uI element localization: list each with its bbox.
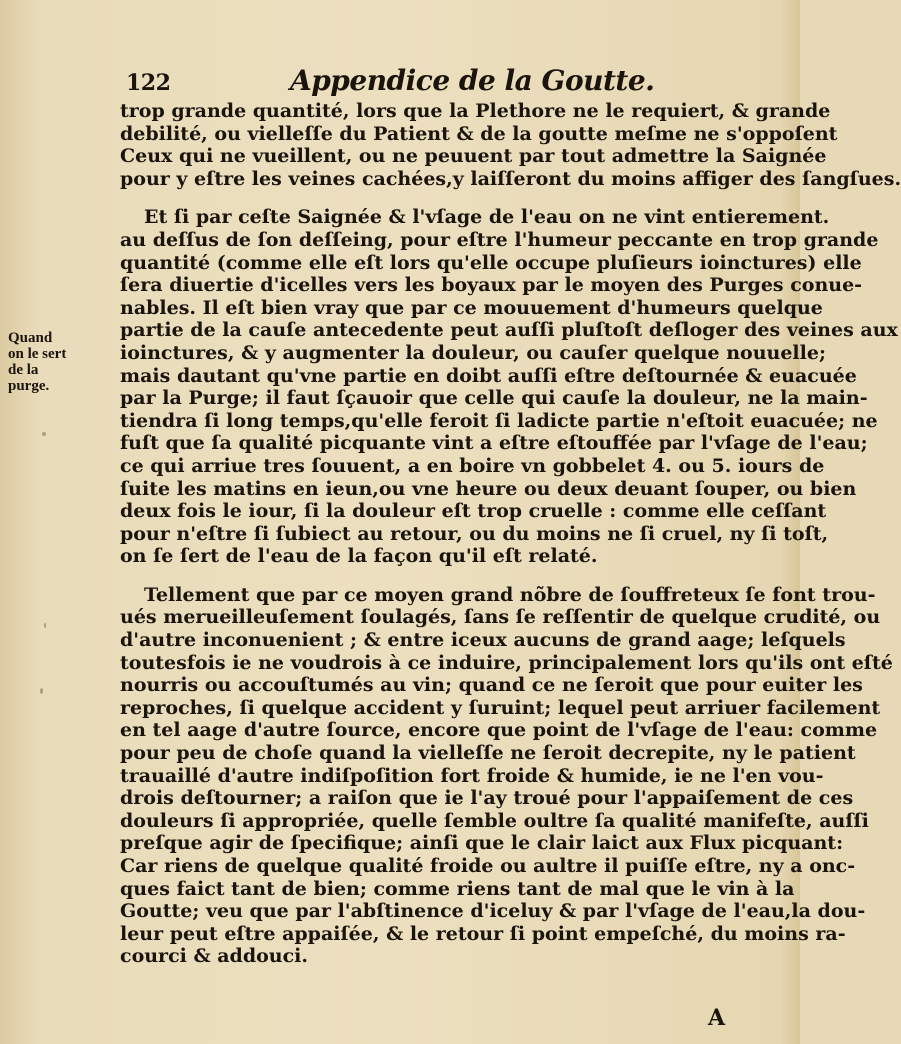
- text-line: ſera diuertie d'icelles vers les boyaux par le moyen des Purges conue-: [120, 274, 863, 297]
- margin-note-line: purge.: [8, 378, 50, 394]
- text-line: courci & addouci.: [120, 945, 309, 968]
- text-line: ce qui arriue tres ſouuent, a en boire vn gobbelet 4. ou 5. iours de: [120, 454, 825, 477]
- text-line: Car riens de quelque qualité froide ou aultre il puiſſe eſtre, ny a onc-: [120, 855, 856, 877]
- paragraph-gap: [120, 190, 796, 206]
- text-line: par la Purge; il faut ſçauoir que celle qui cauſe la douleur, ne la main-: [120, 387, 868, 410]
- paragraph: [120, 583, 893, 968]
- text-line: pour y eſtre les veines cachées,y laiſſeront du moins affiger des ſangſues.: [120, 167, 901, 190]
- text-line: fuſt que ſa qualité picquante vint a eſtre eſtouffée par l'vſage de l'eau;: [120, 432, 868, 455]
- text-line: preſque agir de ſpecifique; ainſi que le clair laict aux Flux picquant:: [120, 832, 844, 855]
- text-line: tiendra ſi long temps,qu'elle feroit ſi ladicte partie n'eſtoit euacuée; ne: [120, 409, 878, 432]
- text-line: ioinctures, & y augmenter la douleur, ou cauſer quelque nouuelle;: [120, 341, 826, 364]
- text-line: nables. Il eſt bien vray que par ce mouuement d'humeurs quelque: [120, 296, 823, 319]
- ink-spot: [42, 432, 46, 436]
- text-line: trauaillé d'autre indiſpoſition fort froide & humide, ie ne l'en vou-: [120, 764, 824, 787]
- text-line: drois deſtourner; a raiſon que ie l'ay troué pour l'appaiſement de ces: [120, 787, 854, 810]
- text-line: toutesfois ie ne voudrois à ce induire, principalement lors qu'ils ont eſté: [120, 651, 893, 674]
- text-line: Ceux qui ne vueillent, ou ne peuuent par tout admettre la Saignée: [120, 145, 827, 168]
- text-line: pour peu de choſe quand la vielleſſe ne ſeroit decrepite, ny le patient: [120, 742, 856, 765]
- text-line: debilité, ou vielleſſe du Patient & de la goutte meſme ne s'oppoſent: [120, 122, 838, 145]
- text-line: Goutte; veu que par l'abſtinence d'iceluy & par l'vſage de l'eau,la dou-: [120, 900, 866, 923]
- margin-note-line: de la: [8, 362, 39, 378]
- text-line: leur peut eſtre appaiſée, & le retour ſi point empeſché, du moins ra-: [120, 922, 846, 945]
- page-header: [120, 64, 780, 98]
- text-line: partie de la cauſe antecedente peut auſſi pluſtoſt deſloger des veines aux: [120, 319, 898, 342]
- text-line: reproches, ſi quelque accident y ſuruint; lequel peut arriuer facilement: [120, 696, 881, 719]
- text-line: pour n'eſtre ſi ſubiect au retour, ou du moins ne ſi cruel, ny ſi toſt,: [120, 522, 829, 545]
- body-text: [120, 100, 901, 968]
- running-title: Appendice de la Goutte.: [290, 64, 655, 97]
- text-line: on ſe ſert de l'eau de la façon qu'il eſt relaté.: [120, 545, 598, 568]
- margin-note-line: Quand: [8, 330, 53, 346]
- paragraph: [120, 206, 898, 568]
- catchword: A: [708, 1005, 726, 1031]
- text-line: ques faict tant de bien; comme riens tant de mal que le vin à la: [120, 877, 795, 900]
- text-line: d'autre inconuenient ; & entre iceux aucuns de grand aage; leſquels: [120, 629, 846, 652]
- text-line: mais dautant qu'vne partie en doibt auſſi eſtre deſtournée & euacuée: [120, 364, 857, 387]
- text-line: Tellement que par ce moyen grand nõbre de ſouffreteux ſe font trou-: [144, 583, 876, 606]
- paragraph-gap: [120, 568, 796, 584]
- ink-spot: [44, 623, 46, 628]
- text-line: ués merueilleuſement ſoulagés, ſans ſe reſſentir de quelque crudité, ou: [120, 606, 881, 629]
- margin-note: [8, 330, 118, 394]
- ink-spot: [40, 688, 43, 694]
- text-line: deux fois le iour, ſi la douleur eſt trop cruelle : comme elle ceſſant: [120, 500, 827, 523]
- text-line: ſuite les matins en ieun,ou vne heure ou deux deuant ſouper, ou bien: [120, 477, 857, 500]
- page-number: 122: [126, 70, 171, 96]
- text-line: douleurs ſi appropriée, quelle ſemble oultre ſa qualité manifeſte, auſſi: [120, 809, 869, 832]
- margin-note-line: on le sert: [8, 346, 67, 362]
- text-line: trop grande quantité, lors que la Plethore ne le requiert, & grande: [120, 100, 831, 122]
- text-line: quantité (comme elle eſt lors qu'elle occupe pluſieurs ioinctures) elle: [120, 251, 862, 274]
- text-line: Et ſi par ceſte Saignée & l'vſage de l'eau on ne vint entierement.: [144, 206, 830, 229]
- paragraph: [120, 100, 901, 190]
- text-line: en tel aage d'autre ſource, encore que point de l'vſage de l'eau: comme: [120, 719, 878, 742]
- text-line: au deſſus de ſon deſſeing, pour eſtre l'humeur peccante en trop grande: [120, 228, 879, 251]
- text-line: nourris ou accouſtumés au vin; quand ce ne ſeroit que pour euiter les: [120, 674, 863, 697]
